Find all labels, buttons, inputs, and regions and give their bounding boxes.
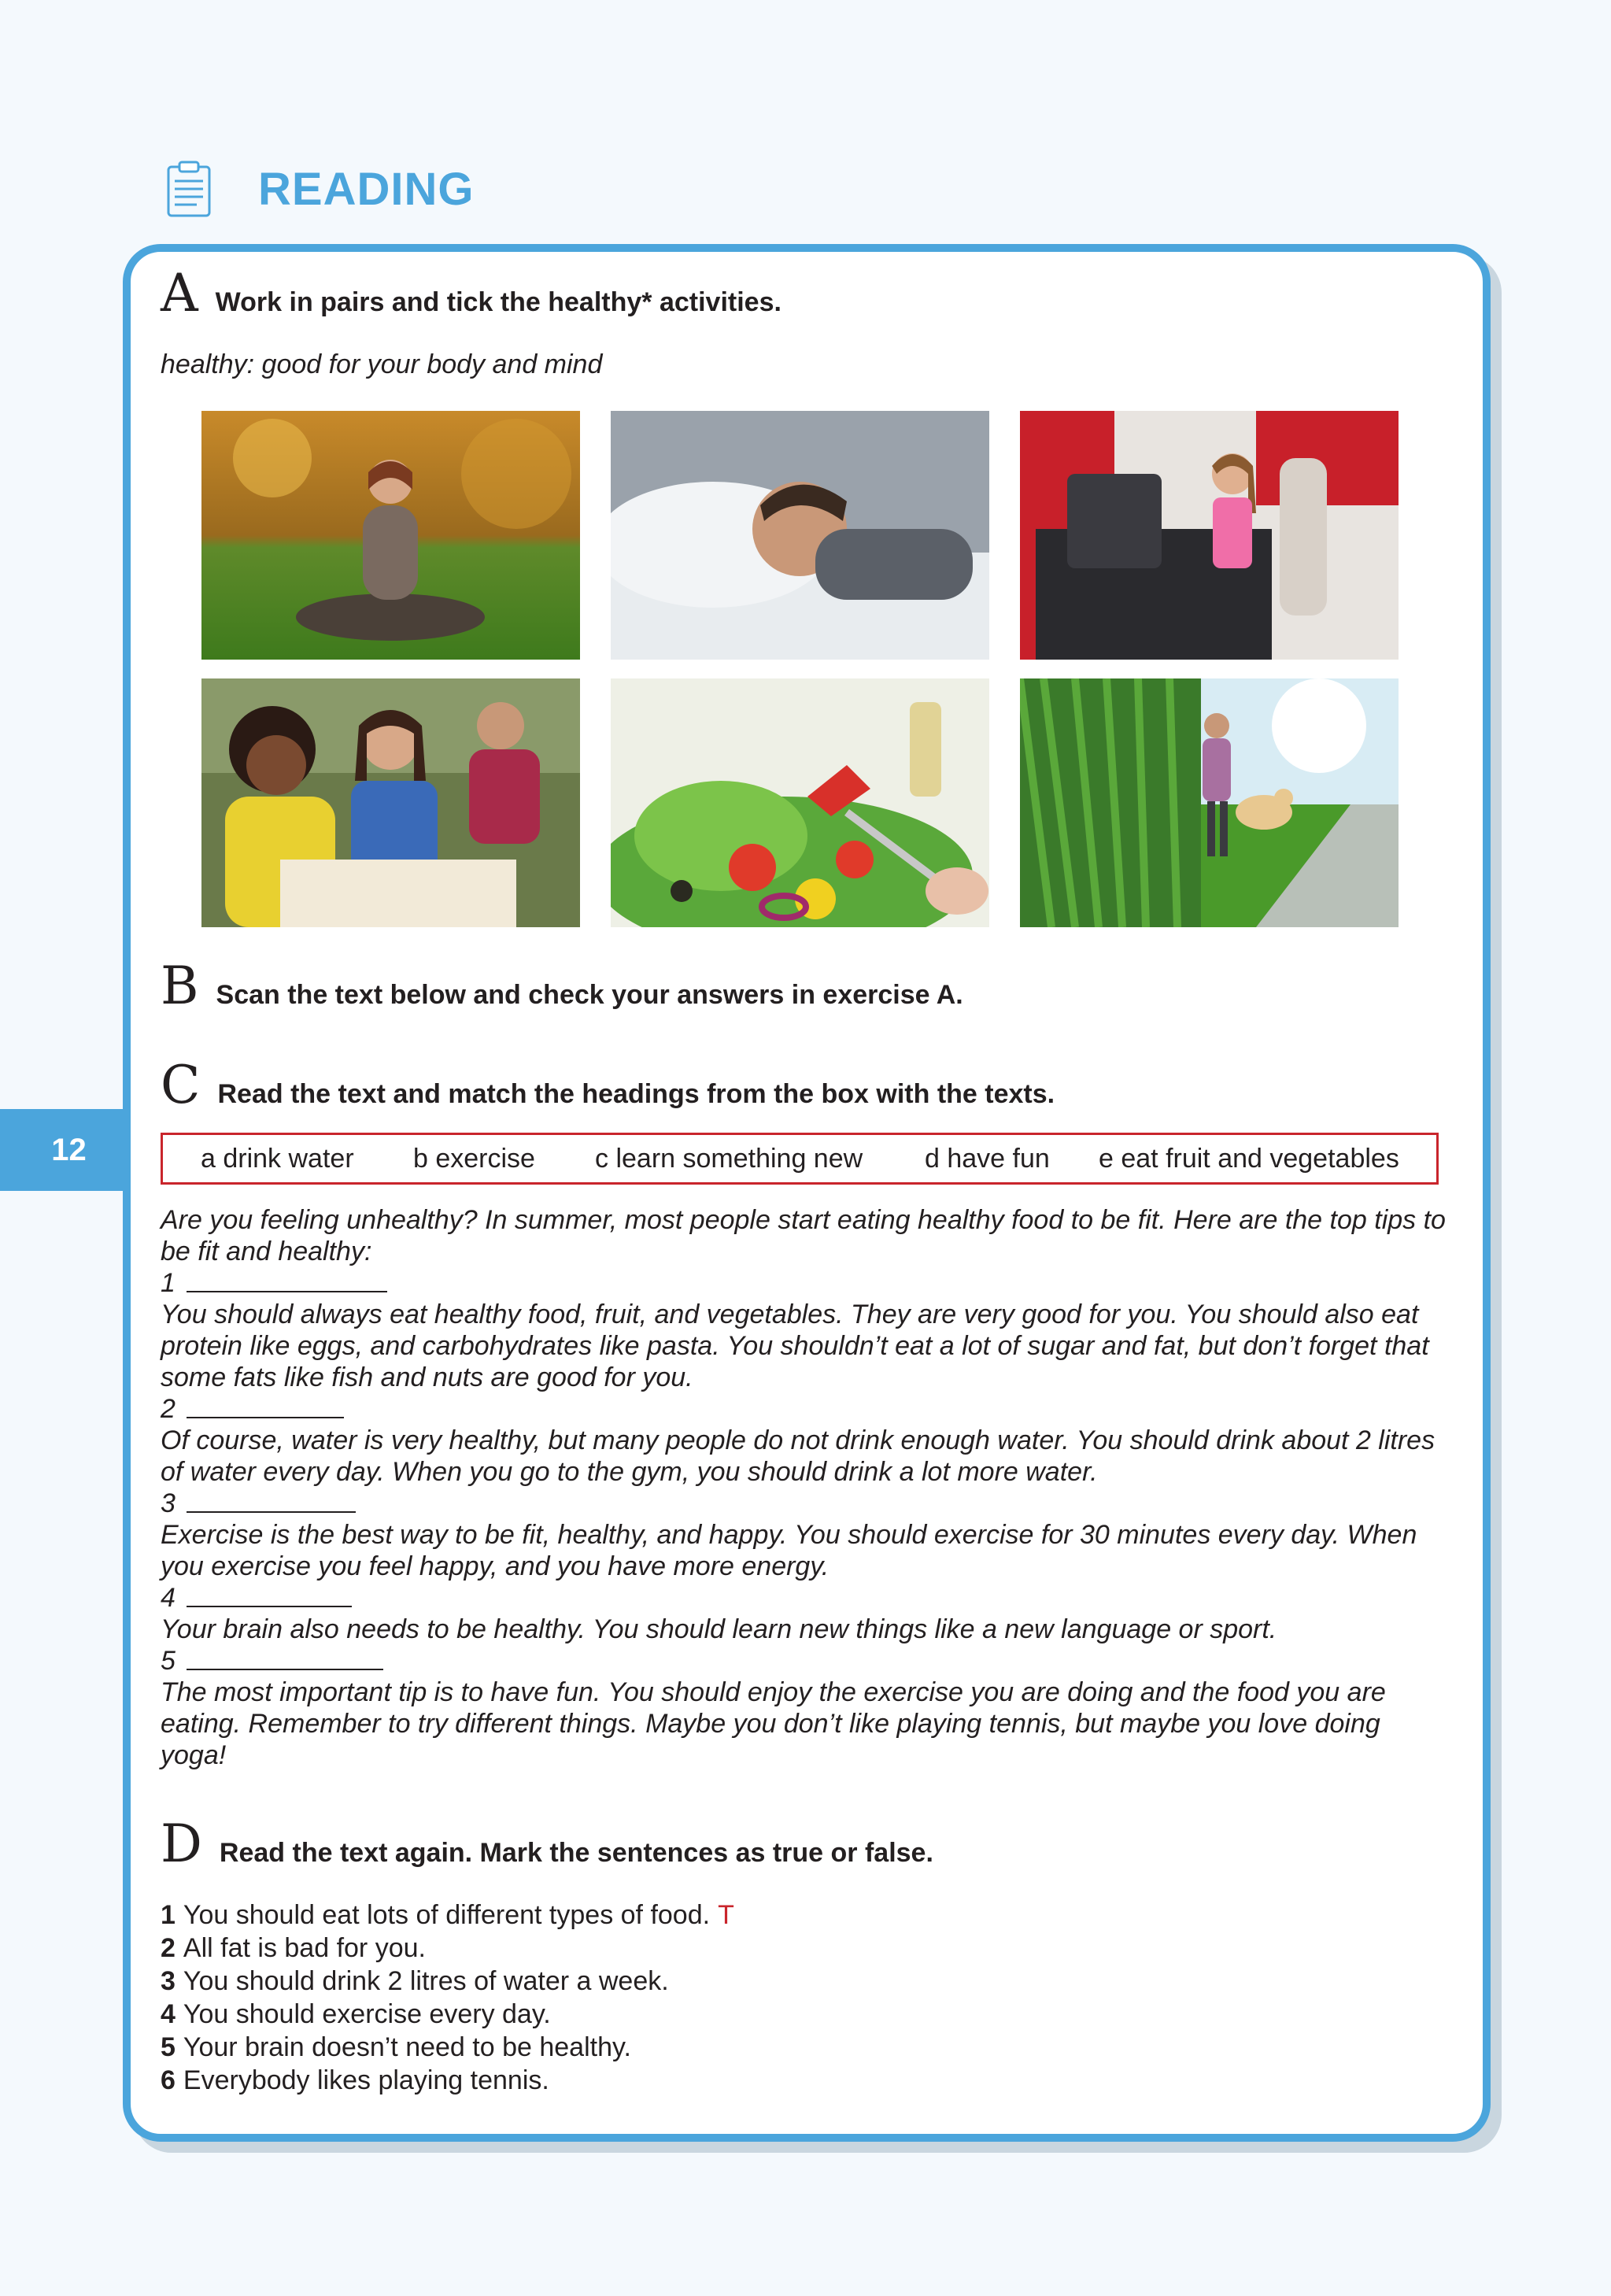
gym-treadmill-photo <box>1020 411 1399 660</box>
exercise-letter: D <box>161 1814 202 1874</box>
sentence-text: All fat is bad for you. <box>183 1933 426 1963</box>
list-item <box>161 1899 734 1932</box>
exercise-b-heading <box>161 956 963 1016</box>
sleeping-photo <box>611 411 989 660</box>
item-number: 4 <box>161 1583 176 1613</box>
sentence-number: 3 <box>161 1966 176 1996</box>
exercise-d-heading <box>161 1814 933 1874</box>
list-item <box>161 1998 734 2031</box>
heading-option: d have fun <box>925 1143 1050 1174</box>
list-item <box>161 1965 734 1998</box>
reading-paragraph: You should always eat healthy food, fruit, and vegetables. They are very good for you. You should also eat protein like eggs, and carbohydrates like pasta. You shouldn’t eat a lot of sugar and fat, but don’t forget that some fats like fish and nuts are good for you. <box>161 1300 1429 1392</box>
answer-line <box>161 1582 1451 1614</box>
exercise-letter: C <box>161 1055 201 1115</box>
answer-line <box>161 1488 1451 1519</box>
sentence-number: 5 <box>161 2032 176 2062</box>
answer-line <box>161 1393 1451 1425</box>
exercise-c-heading <box>161 1055 1055 1115</box>
reading-paragraph: Exercise is the best way to be fit, healthy, and happy. You should exercise for 30 minutes every day. When you exercise you feel happy, and you have more energy. <box>161 1520 1417 1581</box>
reading-paragraph: Of course, water is very healthy, but many people do not drink enough water. You should drink about 2 litres of water every day. When you go to the gym, you should drink a lot more water. <box>161 1425 1435 1487</box>
meditation-photo <box>201 411 580 660</box>
sentence-number: 2 <box>161 1933 176 1963</box>
item-number: 3 <box>161 1488 176 1518</box>
salad-photo <box>611 678 989 927</box>
reading-intro: Are you feeling unhealthy? In summer, most people start eating healthy food to be fit. Here are the top tips to be fit and healthy: <box>161 1205 1446 1266</box>
true-false-list <box>161 1899 734 2097</box>
item-number: 1 <box>161 1268 176 1298</box>
exercise-instruction: Read the text again. Mark the sentences as true or false. <box>219 1838 933 1868</box>
answer-blank[interactable] <box>187 1267 387 1292</box>
sentence-text: Everybody likes playing tennis. <box>183 2065 549 2095</box>
reading-paragraph: Your brain also needs to be healthy. You should learn new things like a new language or sport. <box>161 1614 1277 1644</box>
heading-option: b exercise <box>413 1143 535 1174</box>
section-title: READING <box>258 163 475 215</box>
heading-option: c learn something new <box>595 1143 863 1174</box>
answer-blank[interactable] <box>187 1582 352 1607</box>
answer-blank[interactable] <box>187 1488 356 1513</box>
heading-option: e eat fruit and vegetables <box>1099 1143 1399 1174</box>
heading-option: a drink water <box>201 1143 354 1174</box>
sentence-text: You should exercise every day. <box>183 1999 551 2029</box>
exercise-instruction: Scan the text below and check your answers in exercise A. <box>216 980 963 1010</box>
sentence-text: Your brain doesn’t need to be healthy. <box>183 2032 631 2062</box>
section-header <box>165 157 474 220</box>
exercise-a-heading <box>161 263 781 324</box>
list-item <box>161 2064 734 2097</box>
answer-mark[interactable]: T <box>718 1900 734 1930</box>
list-item <box>161 1932 734 1965</box>
page-number: 12 <box>51 1132 87 1167</box>
item-number: 5 <box>161 1646 176 1676</box>
sentence-number: 6 <box>161 2065 176 2095</box>
exercise-instruction: Work in pairs and tick the healthy* activities. <box>215 287 781 317</box>
exercise-letter: A <box>161 263 198 324</box>
page-number-tab <box>0 1109 130 1191</box>
answer-blank[interactable] <box>187 1393 344 1418</box>
studying-friends-photo <box>201 678 580 927</box>
healthy-definition-note: healthy: good for your body and mind <box>161 349 603 379</box>
sentence-text: You should drink 2 litres of water a week. <box>183 1966 669 1996</box>
clipboard-icon <box>165 161 212 217</box>
answer-line <box>161 1267 1451 1299</box>
reading-paragraph: The most important tip is to have fun. You should enjoy the exercise you are doing and the food you are eating. Remember to try different things. Maybe you don’t like playing tennis, but maybe you love doing yoga! <box>161 1677 1386 1770</box>
walking-dog-photo <box>1020 678 1399 927</box>
answer-blank[interactable] <box>187 1645 383 1670</box>
reading-text <box>161 1204 1451 1771</box>
sentence-number: 4 <box>161 1999 176 2029</box>
item-number: 2 <box>161 1394 176 1424</box>
list-item <box>161 2031 734 2064</box>
sentence-text: You should eat lots of different types of food. <box>183 1900 711 1930</box>
exercise-letter: B <box>161 956 199 1016</box>
sentence-number: 1 <box>161 1900 176 1930</box>
exercise-instruction: Read the text and match the headings from the box with the texts. <box>217 1079 1055 1109</box>
headings-box <box>161 1133 1439 1185</box>
answer-line <box>161 1645 1451 1677</box>
